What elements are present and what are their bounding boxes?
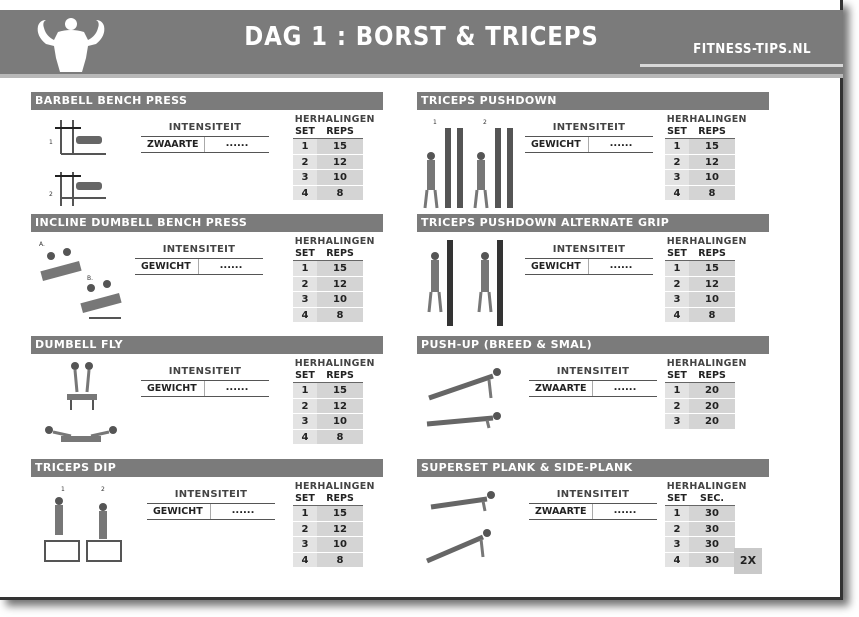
reps-table-header: SET REPS [293, 492, 363, 506]
dumbell-fly-illustration-icon [31, 358, 131, 456]
table-row: 3 10 [293, 414, 363, 430]
intensity-block [525, 122, 653, 153]
reps-table-title: HERHALINGEN [294, 481, 375, 492]
intensity-label: INTENSITEIT [162, 244, 236, 255]
intensity-label: INTENSITEIT [168, 366, 242, 377]
reps-table [665, 358, 747, 430]
intensity-value-field[interactable]: ...... [231, 505, 255, 516]
table-row: 1 15 [293, 383, 363, 399]
brand-underline [640, 64, 843, 67]
intensity-value-field[interactable]: ...... [613, 505, 637, 516]
intensity-label: INTENSITEIT [552, 122, 626, 133]
intensity-block [147, 489, 275, 520]
exercise-incline-dumbell-bench-press [31, 214, 383, 336]
reps-table-title: HERHALINGEN [294, 236, 375, 247]
table-row: 3 30 [665, 537, 735, 553]
svg-text:2: 2 [483, 119, 487, 126]
intensity-block [529, 366, 657, 397]
exercise-triceps-dip [31, 459, 383, 581]
intensity-label: INTENSITEIT [168, 122, 242, 133]
exercise-barbell-bench-press [31, 92, 383, 214]
table-row: 1 15 [293, 506, 363, 522]
svg-text:2: 2 [49, 191, 53, 198]
svg-text:2: 2 [101, 486, 105, 493]
table-row: 3 10 [665, 170, 735, 186]
intensity-key: GEWICHT [141, 381, 205, 396]
reps-table-header: SET REPS [293, 247, 363, 261]
reps-table [293, 236, 375, 323]
triceps-dip-illustration-icon [31, 481, 131, 579]
brand-name: FITNESS-TIPS.NL [692, 42, 811, 57]
intensity-label: INTENSITEIT [552, 244, 626, 255]
table-row: 1 20 [665, 383, 735, 399]
intensity-key: ZWAARTE [529, 381, 593, 396]
reps-table-title: HERHALINGEN [666, 358, 747, 369]
exercise-title: TRICEPS DIP [31, 459, 383, 477]
svg-text:1: 1 [49, 139, 53, 146]
reps-table [665, 114, 747, 201]
table-row: 4 8 [293, 186, 363, 202]
exercise-dumbell-fly [31, 336, 383, 458]
table-row: 3 10 [293, 170, 363, 186]
superset-badge: 2X [734, 548, 762, 574]
incline-press-illustration-icon [31, 236, 131, 334]
table-row: 2 30 [665, 522, 735, 538]
page-title: DAG 1 : BORST & TRICEPS [244, 22, 599, 52]
reps-table-header: SET REPS [293, 369, 363, 383]
reps-table-title: HERHALINGEN [294, 114, 375, 125]
table-row: 1 30 [665, 506, 735, 522]
table-row: 4 8 [293, 553, 363, 569]
intensity-row [147, 503, 275, 520]
svg-text:B.: B. [87, 275, 94, 282]
table-row: 2 12 [665, 277, 735, 293]
intensity-value-field[interactable]: ...... [225, 382, 249, 393]
table-row: 1 15 [293, 261, 363, 277]
table-row: 3 10 [293, 537, 363, 553]
intensity-value-field[interactable]: ...... [609, 260, 633, 271]
table-row: 3 10 [293, 292, 363, 308]
table-row: 4 8 [293, 308, 363, 324]
intensity-row [529, 380, 657, 397]
table-row: 3 20 [665, 414, 735, 430]
intensity-key: GEWICHT [135, 259, 199, 274]
table-row: 1 15 [665, 261, 735, 277]
exercise-title: BARBELL BENCH PRESS [31, 92, 383, 110]
intensity-row [135, 258, 263, 275]
table-row: 2 12 [293, 522, 363, 538]
exercise-triceps-pushdown [417, 92, 769, 214]
exercise-title: PUSH-UP (BREED & SMAL) [417, 336, 769, 354]
intensity-block [529, 489, 657, 520]
table-row: 4 30 [665, 553, 735, 569]
reps-table [293, 114, 375, 201]
intensity-block [141, 122, 269, 153]
intensity-key: ZWAARTE [529, 504, 593, 519]
reps-table-title: HERHALINGEN [666, 114, 747, 125]
table-row: 2 20 [665, 399, 735, 415]
alternate-grip-illustration-icon [417, 236, 517, 334]
table-row: 1 15 [293, 139, 363, 155]
exercise-push-up [417, 336, 769, 458]
intensity-key: GEWICHT [525, 137, 589, 152]
intensity-row [529, 503, 657, 520]
svg-text:1: 1 [433, 119, 437, 126]
intensity-row [525, 258, 653, 275]
reps-table-header: SET SEC. [665, 492, 735, 506]
intensity-label: INTENSITEIT [174, 489, 248, 500]
svg-text:A.: A. [39, 241, 45, 248]
intensity-key: GEWICHT [525, 259, 589, 274]
bench-press-illustration-icon [31, 114, 131, 212]
intensity-block [135, 244, 263, 275]
intensity-value-field[interactable]: ...... [225, 138, 249, 149]
intensity-key: GEWICHT [147, 504, 211, 519]
svg-text:1: 1 [61, 486, 65, 493]
reps-table-title: HERHALINGEN [294, 358, 375, 369]
plank-illustration-icon [417, 481, 517, 579]
reps-table-header: SET REPS [293, 125, 363, 139]
table-row: 2 12 [665, 155, 735, 171]
reps-table-header: SET REPS [665, 369, 735, 383]
reps-table [665, 236, 747, 323]
table-row: 2 12 [293, 399, 363, 415]
intensity-block [141, 366, 269, 397]
reps-table [665, 481, 747, 568]
table-row: 2 12 [293, 277, 363, 293]
table-row: 2 12 [293, 155, 363, 171]
exercise-title: INCLINE DUMBELL BENCH PRESS [31, 214, 383, 232]
push-up-illustration-icon [417, 358, 517, 456]
intensity-row [525, 136, 653, 153]
table-row: 3 10 [665, 292, 735, 308]
intensity-label: INTENSITEIT [556, 366, 630, 377]
exercise-title: SUPERSET PLANK & SIDE-PLANK [417, 459, 769, 477]
intensity-block [525, 244, 653, 275]
reps-table-title: HERHALINGEN [666, 236, 747, 247]
triceps-pushdown-illustration-icon [417, 114, 517, 212]
table-row: 4 8 [665, 308, 735, 324]
reps-table-header: SET REPS [665, 125, 735, 139]
intensity-label: INTENSITEIT [556, 489, 630, 500]
intensity-row [141, 380, 269, 397]
intensity-value-field[interactable]: ...... [219, 260, 243, 271]
intensity-value-field[interactable]: ...... [613, 382, 637, 393]
exercise-title: TRICEPS PUSHDOWN [417, 92, 769, 110]
table-row: 1 15 [665, 139, 735, 155]
reps-table-title: HERHALINGEN [666, 481, 747, 492]
intensity-value-field[interactable]: ...... [609, 138, 633, 149]
reps-table [293, 481, 375, 568]
exercise-title: DUMBELL FLY [31, 336, 383, 354]
intensity-key: ZWAARTE [141, 137, 205, 152]
exercise-triceps-pushdown-alternate-grip [417, 214, 769, 336]
reps-table [293, 358, 375, 445]
table-row: 4 8 [665, 186, 735, 202]
header-divider [0, 74, 843, 78]
reps-table-header: SET REPS [665, 247, 735, 261]
exercise-title: TRICEPS PUSHDOWN ALTERNATE GRIP [417, 214, 769, 232]
table-row: 4 8 [293, 430, 363, 446]
exercise-superset-plank [417, 459, 769, 581]
intensity-row [141, 136, 269, 153]
